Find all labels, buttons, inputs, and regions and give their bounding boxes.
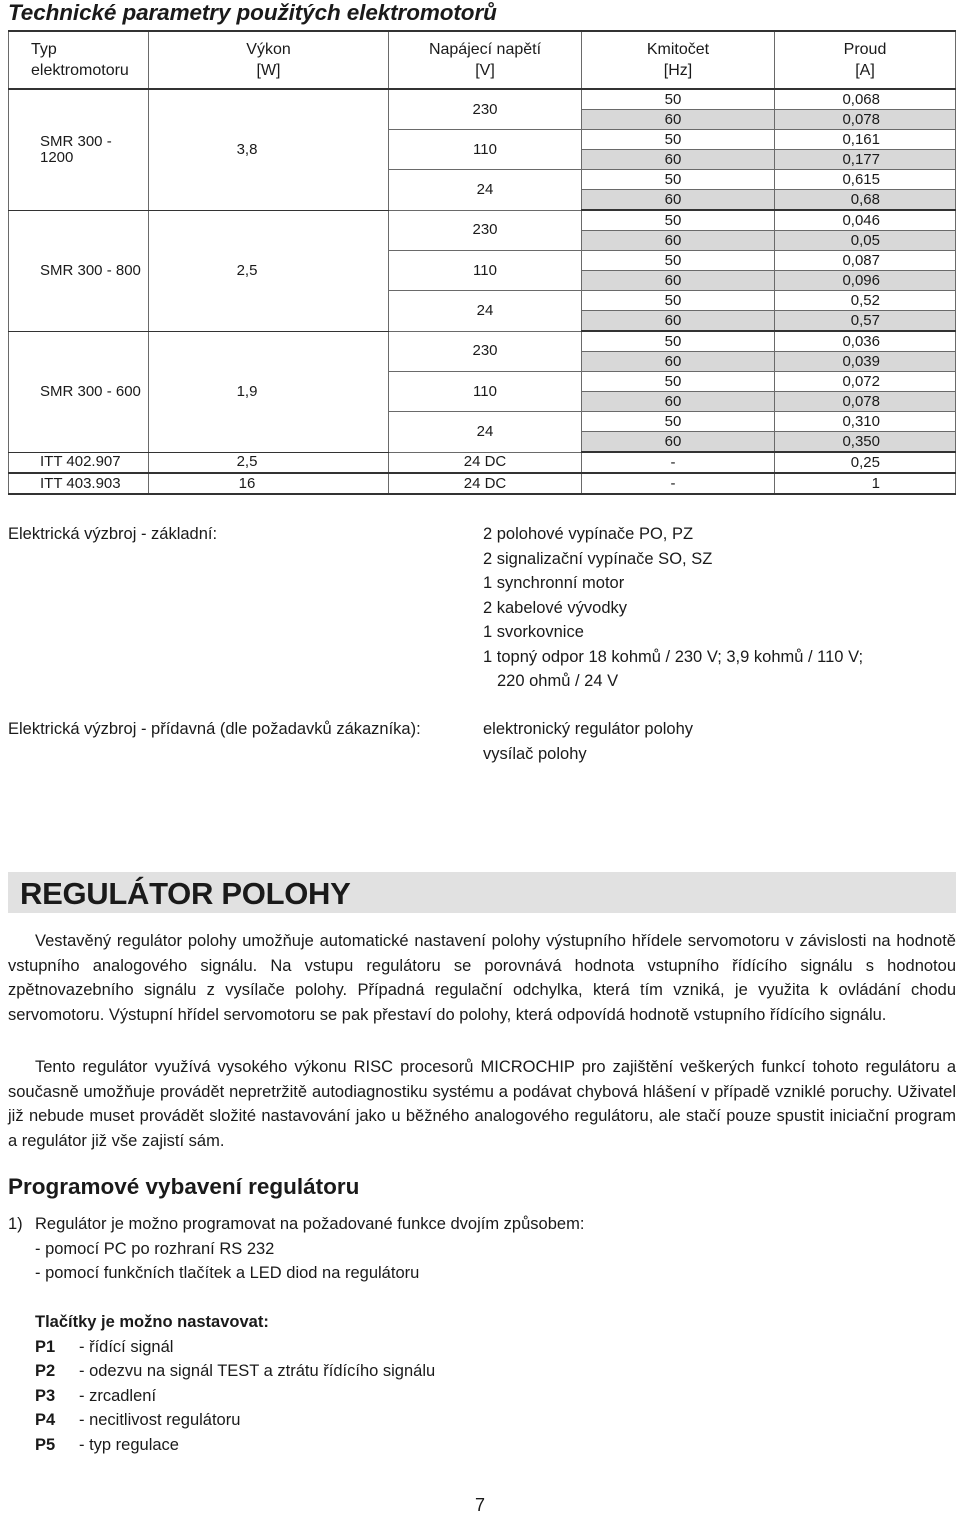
equipment-item: 1 synchronní motor (483, 574, 625, 592)
frequency-cell: 50 (582, 331, 775, 352)
header-power: Výkon [W] (149, 31, 389, 89)
button-desc: - odezvu na signál TEST a ztrátu řídícího signálu (79, 1362, 436, 1380)
header-type: Typ elektromotoru (9, 31, 149, 89)
button-row (35, 1335, 269, 1360)
subsection-heading: Programové vybavení regulátoru (8, 1174, 360, 1199)
voltage-cell: 24 DC (389, 473, 582, 494)
equipment-item: 220 ohmů / 24 V (497, 672, 619, 690)
button-desc: - zrcadlení (79, 1386, 157, 1405)
header-voltage: Napájecí napětí [V] (389, 31, 582, 89)
frequency-cell: - (582, 473, 775, 494)
page-number: 7 (474, 1495, 485, 1515)
button-key: P2 (35, 1362, 56, 1380)
section-heading: REGULÁTOR POLOHY (20, 876, 351, 911)
voltage-cell: 24 (389, 412, 582, 453)
current-cell: 0,161 (775, 130, 956, 150)
motor-power-cell: 1,9 (149, 331, 389, 452)
frequency-cell: 60 (582, 271, 775, 291)
list-number: 1) (8, 1215, 23, 1233)
button-key: P1 (35, 1337, 56, 1356)
equipment-item: 1 svorkovnice (483, 623, 584, 641)
equipment-extra-label: Elektrická výzbroj - přídavná (dle požadavků zákazníka): (8, 720, 421, 738)
motor-parameters-table (8, 30, 956, 495)
current-cell: 0,25 (775, 452, 956, 473)
table-row (9, 210, 956, 231)
button-desc: - necitlivost regulátoru (79, 1411, 241, 1429)
frequency-cell: 60 (582, 352, 775, 372)
voltage-cell: 230 (389, 89, 582, 130)
current-cell: 0,072 (775, 372, 956, 392)
frequency-cell: 60 (582, 432, 775, 453)
equipment-item: 2 signalizační vypínače SO, SZ (483, 549, 713, 568)
current-cell: 0,310 (775, 412, 956, 432)
motor-type-cell: SMR 300 - 1200 (9, 89, 149, 210)
equipment-extra-list (483, 717, 693, 766)
motor-power-cell: 2,5 (149, 452, 389, 473)
current-cell: 0,087 (775, 251, 956, 271)
motor-type-cell: SMR 300 - 600 (9, 331, 149, 452)
regulator-paragraph-2: Tento regulátor využívá vysokého výkonu RISC procesorů MICROCHIP pro zajištění veškerých funkcí tohoto regulátoru a současně umožňuje provádět nepretržitě autodiagnostiku systému a podávat chybová hlášení v případě vzniklé poruchy. Uživatel již nebude muset provádět složité nastavování jako u běžného analogového regulátoru, ale stačí pouze spustit iniciační program a regulátor již vše zajistí sám. (8, 1058, 956, 1150)
equipment-basic-list (483, 522, 863, 694)
current-cell: 0,57 (775, 311, 956, 332)
motor-type-cell: SMR 300 - 800 (9, 210, 149, 331)
current-cell: 0,68 (775, 190, 956, 211)
button-row (35, 1384, 269, 1409)
frequency-cell: 50 (582, 291, 775, 311)
frequency-cell: 60 (582, 231, 775, 251)
table-row (9, 89, 956, 110)
voltage-cell: 24 (389, 170, 582, 211)
current-cell: 1 (775, 473, 956, 494)
table-row (9, 331, 956, 352)
equipment-item: 1 topný odpor 18 kohmů / 230 V; 3,9 kohmů / 110 V; (483, 647, 864, 666)
current-cell: 0,039 (775, 352, 956, 372)
header-frequency: Kmitočet [Hz] (582, 31, 775, 89)
current-cell: 0,177 (775, 150, 956, 170)
frequency-cell: 60 (582, 150, 775, 170)
programming-way: - pomocí funkčních tlačítek a LED diod na regulátoru (35, 1264, 420, 1282)
programming-way: - pomocí PC po rozhraní RS 232 (35, 1239, 275, 1258)
button-desc: - typ regulace (79, 1435, 179, 1454)
voltage-cell: 230 (389, 210, 582, 251)
button-row (35, 1433, 269, 1458)
table-header-row (9, 31, 956, 89)
button-key: P5 (35, 1435, 56, 1454)
button-key: P3 (35, 1386, 56, 1405)
equipment-item: 2 kabelové vývodky (483, 598, 627, 617)
frequency-cell: 60 (582, 190, 775, 211)
voltage-cell: 24 (389, 291, 582, 332)
frequency-cell: 60 (582, 392, 775, 412)
current-cell: 0,05 (775, 231, 956, 251)
frequency-cell: 50 (582, 130, 775, 150)
voltage-cell: 110 (389, 251, 582, 291)
frequency-cell: - (582, 452, 775, 473)
current-cell: 0,046 (775, 210, 956, 231)
frequency-cell: 50 (582, 89, 775, 110)
buttons-list (35, 1310, 436, 1457)
header-current: Proud [A] (775, 31, 956, 89)
voltage-cell: 110 (389, 372, 582, 412)
button-desc: - řídící signál (79, 1337, 174, 1356)
frequency-cell: 50 (582, 210, 775, 231)
table-row (9, 452, 956, 473)
motor-power-cell: 2,5 (149, 210, 389, 331)
button-row (35, 1408, 269, 1433)
current-cell: 0,078 (775, 110, 956, 130)
regulator-paragraph-1: Vestavěný regulátor polohy umožňuje automatické nastavení polohy výstupního hřídele servomotoru v závislosti na hodnotě vstupního analogového signálu. Na vstupu regulátoru se porovnává hodnota vstupního řídícího signálu s hodnotou zpětnovazebního signálu z vysílače polohy. Případná regulační odchylka, která tím vzniká, je využita k ovládání chodu servomotoru. Výstupní hřídel servomotoru se pak přestaví do polohy, která odpovídá hodnotě vstupního řídícího signálu. (8, 932, 956, 1024)
voltage-cell: 110 (389, 130, 582, 170)
current-cell: 0,096 (775, 271, 956, 291)
equipment-item: vysílač polohy (483, 744, 587, 763)
table-row (9, 473, 956, 494)
current-cell: 0,078 (775, 392, 956, 412)
programming-intro: Regulátor je možno programovat na požadované funkce dvojím způsobem: (35, 1215, 585, 1233)
current-cell: 0,615 (775, 170, 956, 190)
page-title: Technické parametry použitých elektromotorů (8, 0, 497, 25)
frequency-cell: 50 (582, 170, 775, 190)
section-heading-band (8, 872, 956, 913)
motor-power-cell: 16 (149, 473, 389, 494)
current-cell: 0,068 (775, 89, 956, 110)
equipment-item: 2 polohové vypínače PO, PZ (483, 525, 694, 543)
current-cell: 0,52 (775, 291, 956, 311)
current-cell: 0,036 (775, 331, 956, 352)
button-row (35, 1359, 436, 1384)
motor-type-cell: ITT 402.907 (9, 452, 149, 473)
button-key: P4 (35, 1411, 56, 1429)
equipment-item: elektronický regulátor polohy (483, 720, 694, 738)
voltage-cell: 230 (389, 331, 582, 372)
equipment-basic-label: Elektrická výzbroj - základní: (8, 525, 218, 543)
frequency-cell: 60 (582, 311, 775, 332)
voltage-cell: 24 DC (389, 452, 582, 473)
frequency-cell: 50 (582, 372, 775, 392)
programming-lines (35, 1212, 584, 1286)
current-cell: 0,350 (775, 432, 956, 453)
motor-type-cell: ITT 403.903 (9, 473, 149, 494)
frequency-cell: 50 (582, 251, 775, 271)
motor-power-cell: 3,8 (149, 89, 389, 210)
frequency-cell: 50 (582, 412, 775, 432)
buttons-heading: Tlačítky je možno nastavovat: (35, 1313, 269, 1331)
frequency-cell: 60 (582, 110, 775, 130)
table-body (9, 89, 956, 494)
